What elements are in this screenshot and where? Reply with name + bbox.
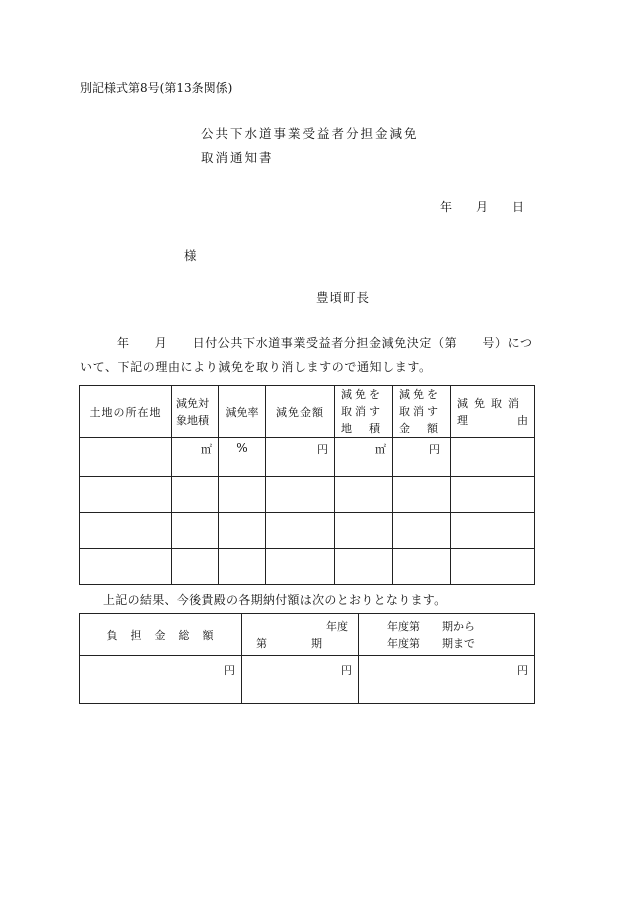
body-text-line2: いて、下記の理由により減免を取り消しますので通知します。: [80, 360, 432, 374]
table-row: [80, 513, 535, 549]
cell-empty[interactable]: [80, 513, 172, 549]
cell-empty[interactable]: [172, 513, 219, 549]
cell-empty[interactable]: [393, 513, 451, 549]
addressee-suffix: 様: [184, 248, 197, 263]
header-cancel-reason: [451, 386, 535, 438]
cell-empty[interactable]: [451, 549, 535, 585]
unit-yen: 円: [517, 664, 528, 677]
header-range-to-text: 年度第 期まで: [387, 636, 475, 650]
header-cancel-amount: [393, 386, 451, 438]
cell-empty[interactable]: [80, 549, 172, 585]
header-cancel-amount-char-b: 額: [427, 422, 441, 435]
header-period-year: 年度: [326, 619, 348, 633]
header-reduction-rate: 減免率: [219, 386, 266, 438]
unit-sqm: ㎡: [201, 443, 212, 456]
header-range-from: [371, 618, 534, 635]
cell-empty[interactable]: [335, 513, 393, 549]
cell-empty[interactable]: [266, 549, 335, 585]
header-cancel-amount-line1: 減免を: [399, 388, 441, 401]
header-range-to: [371, 635, 534, 652]
document-title-line1: 公共下水道事業受益者分担金減免: [201, 126, 419, 141]
header-target-area: [172, 386, 219, 438]
header-cancel-area-char-b: 積: [369, 422, 383, 435]
installment-table: [79, 613, 535, 704]
cell-cancel-area-unit[interactable]: [335, 438, 393, 477]
document-title-line2: 取消通知書: [201, 150, 274, 165]
unit-yen: 円: [224, 664, 235, 677]
cell-cancel-reason[interactable]: [451, 438, 535, 477]
header-range-from-text: 年度第 期から: [387, 619, 475, 633]
table-header-row: [80, 614, 535, 656]
cell-empty[interactable]: [393, 477, 451, 513]
date-month: 月: [476, 200, 489, 214]
header-cancel-amount-line2: 取消す: [399, 405, 441, 418]
cell-empty[interactable]: [335, 477, 393, 513]
cell-empty[interactable]: [219, 549, 266, 585]
cell-empty[interactable]: [451, 477, 535, 513]
cell-empty[interactable]: [219, 513, 266, 549]
cell-empty[interactable]: [451, 513, 535, 549]
cell-target-area-unit[interactable]: [172, 438, 219, 477]
header-target-area-line2: 象地積: [176, 413, 209, 427]
header-cancel-reason-line1: 減免取消: [457, 396, 525, 410]
installment-note: 上記の結果、今後貴殿の各期納付額は次のとおりとなります。: [103, 593, 447, 607]
cell-rate-unit[interactable]: [219, 438, 266, 477]
table-row: [80, 656, 535, 704]
header-period: [242, 614, 359, 656]
table-row: [80, 438, 535, 477]
cell-empty[interactable]: [335, 549, 393, 585]
header-cancel-area: [335, 386, 393, 438]
header-cancel-reason-char-b: 由: [517, 413, 528, 427]
form-number-label: 別記様式第8号(第13条関係): [80, 81, 233, 95]
header-cancel-reason-char-a: 理: [457, 413, 468, 427]
cell-range-amount[interactable]: [359, 656, 535, 704]
cell-period-amount[interactable]: [242, 656, 359, 704]
cell-total-amount[interactable]: [80, 656, 242, 704]
header-target-area-line1: 減免対: [176, 396, 209, 410]
sender-title: 豊頃町長: [316, 290, 371, 305]
header-reduction-amount: 減免金額: [266, 386, 335, 438]
cell-empty[interactable]: [172, 549, 219, 585]
unit-percent: %: [236, 441, 248, 455]
issue-date: [440, 198, 524, 215]
table-header-row: [80, 386, 535, 438]
header-cancel-area-line1: 減免を: [341, 388, 383, 401]
cell-land-location[interactable]: [80, 438, 172, 477]
body-text-line1: 年 月 日付公共下水道事業受益者分担金減免決定（第 号）につ: [117, 336, 533, 350]
header-cancel-area-char-a: 地: [341, 422, 355, 435]
reduction-details-table: [79, 385, 535, 585]
unit-yen: 円: [341, 664, 352, 677]
table-row: [80, 477, 535, 513]
unit-yen: 円: [429, 443, 440, 456]
header-cancel-area-line2: 取消す: [341, 405, 383, 418]
header-total-amount: 負 担 金 総 額: [80, 614, 242, 656]
unit-sqm: ㎡: [375, 443, 386, 456]
header-land-location: 土地の所在地: [80, 386, 172, 438]
cell-empty[interactable]: [266, 513, 335, 549]
header-period-range: [359, 614, 535, 656]
header-period-number: 第 期: [256, 636, 322, 650]
cell-empty[interactable]: [219, 477, 266, 513]
header-cancel-amount-char-a: 金: [399, 422, 413, 435]
cell-amount-unit[interactable]: [266, 438, 335, 477]
unit-yen: 円: [317, 443, 328, 456]
date-year: 年: [440, 200, 453, 214]
date-day: 日: [512, 200, 525, 214]
cell-empty[interactable]: [266, 477, 335, 513]
table-row: [80, 549, 535, 585]
cell-empty[interactable]: [393, 549, 451, 585]
cell-empty[interactable]: [80, 477, 172, 513]
cell-cancel-amount-unit[interactable]: [393, 438, 451, 477]
cell-empty[interactable]: [172, 477, 219, 513]
